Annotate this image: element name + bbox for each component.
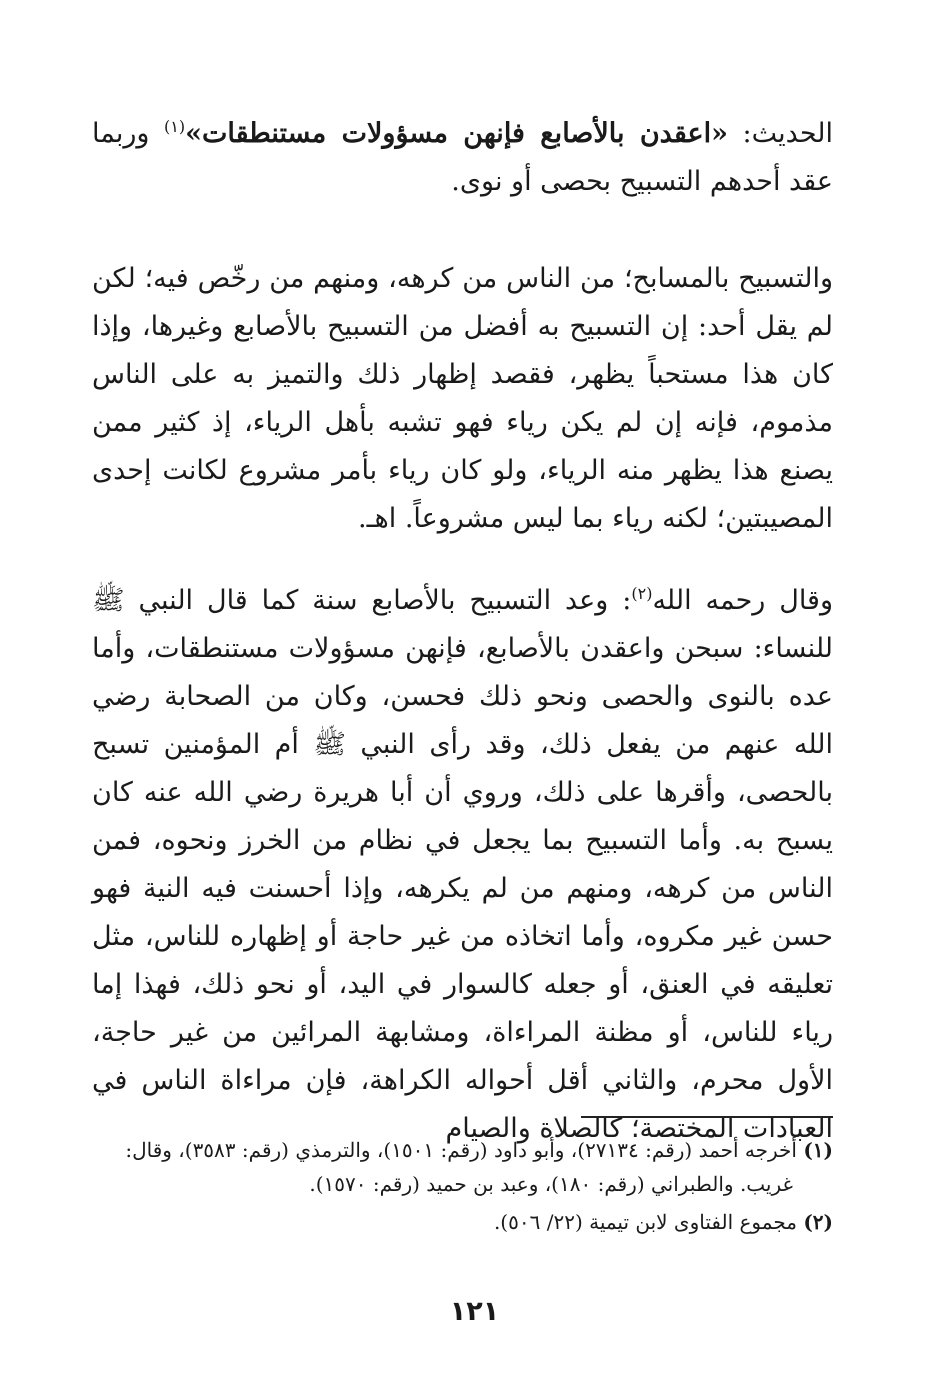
paragraph-hadith xyxy=(92,110,833,206)
footnote-2 xyxy=(92,1205,833,1239)
paragraph-masabih xyxy=(92,255,833,543)
footnote-1-number: (١) xyxy=(803,1138,833,1162)
paragraph3-rest: : وعد التسبيح بالأصابع سنة كما قال النبي ﷺ للنساء: سبحن واعقدن بالأصابع، فإنهن مسؤولات مستنطقات، وأما عده بالنوى والحصى ونحو ذلك فحسن، وكان من الصحابة رضي الله عنهم من يفعل ذلك، وقد رأى النبي ﷺ أم المؤمنين تسبح بالحصى، وأقرها على ذلك، وروي أن أبا هريرة رضي الله عنه كان يسبح به. وأما التسبيح بما يجعل في نظام من الخرز ونحوه، فمن الناس من كرهه، ومنهم من لم يكرهه، وإذا أحسنت فيه النية فهو حسن غير مكروه، وأما اتخاذه من غير حاجة أو إظهاره للناس، مثل تعليقه في العنق، أو جعله كالسوار في اليد، أو نحو ذلك، فهذا إما رياء للناس، أو مظنة المراءاة، ومشابهة المرائين من غير حاجة، الأول محرم، والثاني أقل أحواله الكراهة، فإن مراءاة الناس في العبادات المختصة؛ كالصلاة والصيام xyxy=(92,585,833,1144)
footnote-1 xyxy=(92,1133,833,1201)
footnotes-section xyxy=(92,1133,833,1239)
paragraph1-rest: وربما عقد أحدهم التسبيح بحصى أو نوى. xyxy=(92,118,833,197)
footnote-ref-2[interactable]: (٢) xyxy=(631,584,653,603)
paragraph1-intro: الحديث: xyxy=(728,118,833,149)
page-number: ١٢١ xyxy=(449,1296,500,1327)
paragraph2-text: والتسبيح بالمسابح؛ من الناس من كرهه، ومنهم من رخّص فيه؛ لكن لم يقل أحد: إن التسبيح به أفضل من التسبيح بالأصابع وغيرها، وإذا كان هذا مستحباً يظهر، فقصد إظهار ذلك والتميز به على الناس مذموم، فإنه إن لم يكن رياء فهو تشبه بأهل الرياء، إذ كثير ممن يصنع هذا يظهر منه الرياء، ولو كان رياء بأمر مشروع لكانت إحدى المصيبتين؛ لكنه رياء بما ليس مشروعاً. اهـ. xyxy=(92,263,833,534)
footnote-divider xyxy=(581,1116,833,1118)
footnote-2-number: (٢) xyxy=(803,1210,833,1234)
footnote-ref-1[interactable]: (١) xyxy=(163,117,186,136)
paragraph3-intro: وقال رحمه الله xyxy=(652,585,833,616)
paragraph-ibn-taymiyyah-quote xyxy=(92,577,833,1153)
footnote-1-text: أخرجه أحمد (رقم: ٢٧١٣٤)، وأبو داود (رقم: ١٥٠١)، والترمذي (رقم: ٣٥٨٣)، وقال: غريب. والطبراني (رقم: ١٨٠)، وعبد بن حميد (رقم: ١٥٧٠). xyxy=(125,1138,797,1196)
hadith-quote: «اعقدن بالأصابع فإنهن مسؤولات مستنطقات» xyxy=(185,118,728,149)
footnote-2-text: مجموع الفتاوى لابن تيمية (٢٢/ ٥٠٦). xyxy=(493,1210,797,1234)
